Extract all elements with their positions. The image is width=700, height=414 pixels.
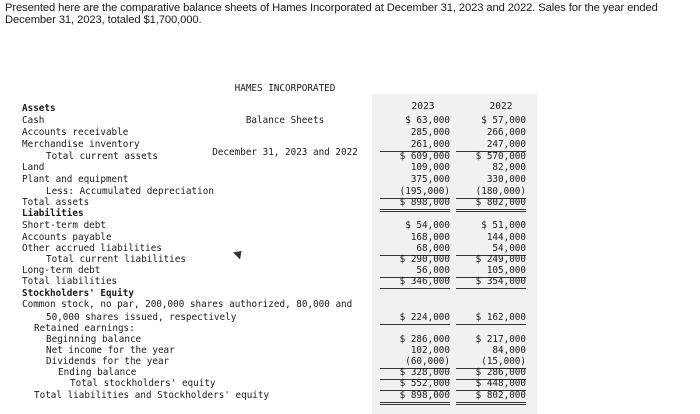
value-2023: $ 286,000 [399,334,450,345]
value-2022: $ 249,000 [475,254,526,265]
row-label: Plant and equipment [22,174,129,185]
table-row [0,140,700,151]
statement-date: December 31, 2023 and 2022 [212,147,358,159]
value-2023: 261,000 [380,140,450,152]
company-name: HAMES INCORPORATED [234,82,336,94]
statement-title: Balance Sheets [245,114,325,126]
value-2023: $ 898,000 [380,391,450,405]
table-row [0,198,700,209]
value-2022: 54,000 [456,244,526,256]
value-2022: 266,000 [486,127,526,138]
value-2022: $ 57,000 [481,115,526,126]
value-2022: (180,000) [456,187,526,199]
value-2023: $ 552,000 [380,379,450,391]
table-row [0,104,700,115]
row-label: Total current assets [46,151,158,162]
row-label: Total stockholders' equity [70,378,216,389]
value-2022: 330,000 [486,174,526,185]
row-label: Stockholders' Equity [22,288,134,299]
value-2023: 375,000 [410,174,450,185]
table-row [0,255,700,266]
value-2022: $ 570,000 [475,151,526,162]
table-row [0,128,700,139]
value-2023: (60,000) [380,357,450,369]
row-label: Cash [22,115,45,126]
value-2023: 68,000 [380,244,450,256]
table-row [0,391,700,402]
row-label: Total liabilities and Stockholders' equity [34,390,270,401]
row-label: Beginning balance [46,334,142,345]
row-label: Total assets [22,197,90,208]
row-label: Less: Accumulated depreciation [46,186,214,197]
row-label: Liabilities [22,208,84,219]
intro-text: Presented here are the comparative balance sheets of Hames Incorporated at December 31, 2023 and 2022. Sales for the year ended December 31, 2023, totaled $1,700,000. [5,2,658,26]
value-2023: $ 898,000 [380,198,450,212]
row-label: Land [22,162,45,173]
value-2023: 168,000 [410,232,450,243]
value-2023: $ 54,000 [405,220,450,231]
table-row [0,300,700,311]
table-row [0,152,700,163]
table-row [0,379,700,390]
value-2023: $ 609,000 [399,151,450,162]
row-label: Dividends for the year [46,356,170,367]
row-label: Total current liabilities [46,254,186,265]
value-2022: 82,000 [492,162,526,173]
row-label: Merchandise inventory [22,139,140,150]
value-2023: $ 328,000 [380,368,450,380]
value-2023: $ 63,000 [405,115,450,126]
row-label: Accounts payable [22,232,112,243]
value-2022: $ 802,000 [456,198,526,212]
value-2022: $ 286,000 [456,368,526,380]
row-label: Accounts receivable [22,127,129,138]
value-2023: 109,000 [410,162,450,173]
value-2022: 247,000 [456,140,526,152]
table-row [0,116,700,127]
value-2023: $ 346,000 [380,277,450,289]
value-2022: (15,000) [456,357,526,369]
row-label: Short-term debt [22,220,106,231]
table-row [0,163,700,174]
table-row [0,277,700,288]
value-2022: $ 802,000 [456,391,526,405]
row-label: Ending balance [58,367,137,378]
column-header-2022: 2022 [489,101,513,112]
value-2022: 144,000 [486,232,526,243]
row-label: Retained earnings: [34,323,135,334]
value-2022: $ 51,000 [481,220,526,231]
value-2023: (195,000) [380,187,450,199]
row-label: 50,000 shares issued, respectively [46,312,237,323]
table-row [0,175,700,186]
value-2022: $ 162,000 [456,313,526,325]
value-2023: $ 224,000 [380,313,450,325]
row-label: Common stock, no par, 200,000 shares authorized, 80,000 and [22,299,353,310]
value-2022: $ 354,000 [456,277,526,289]
value-2022: 84,000 [492,345,526,356]
table-row [0,221,700,232]
row-label: Assets [22,103,56,114]
value-2023: 56,000 [380,266,450,278]
value-2022: 105,000 [456,266,526,278]
value-2022: $ 448,000 [456,379,526,391]
column-header-2023: 2023 [411,101,435,112]
row-label: Net income for the year [46,345,175,356]
value-2023: 102,000 [410,345,450,356]
row-label: Long-term debt [22,265,101,276]
value-2022: $ 217,000 [475,334,526,345]
value-2023: $ 290,000 [399,254,450,265]
row-label: Total liabilities [22,276,118,287]
table-row [0,209,700,220]
row-label: Other accrued liabilities [22,243,162,254]
table-row [0,187,700,198]
value-2023: 285,000 [410,127,450,138]
